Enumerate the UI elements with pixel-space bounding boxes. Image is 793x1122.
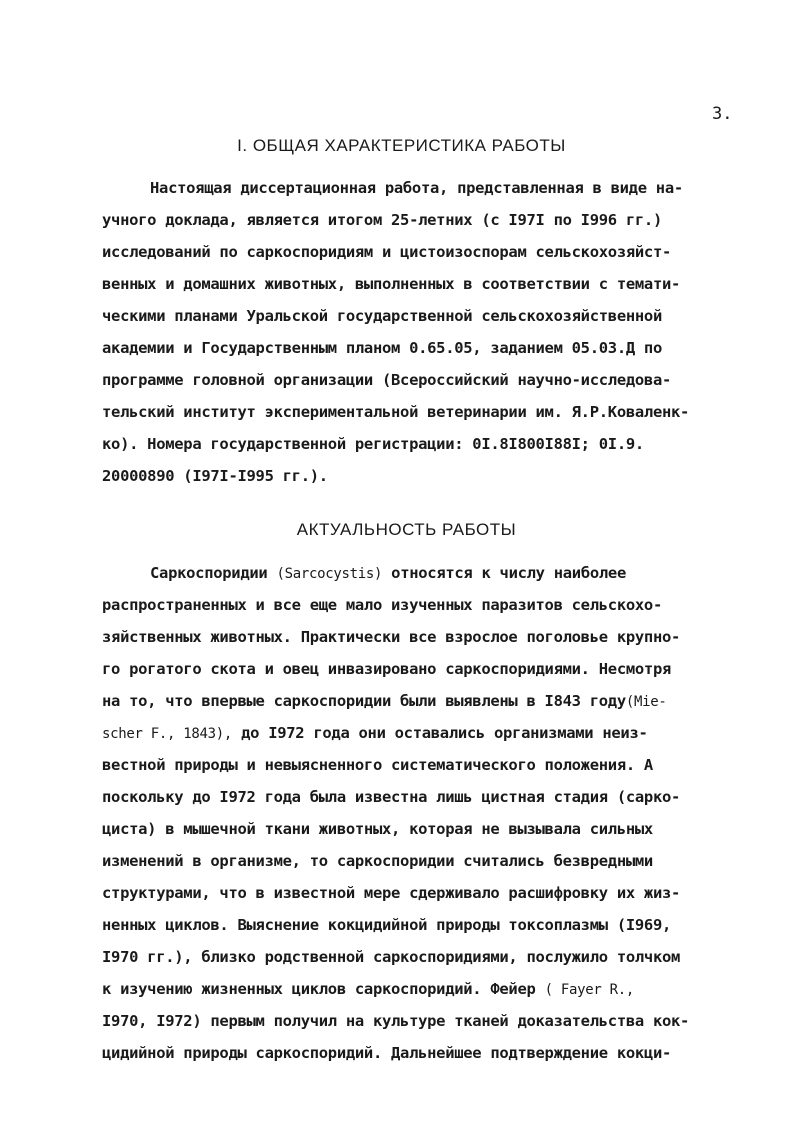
latin-term: (Sarcocystis)	[276, 566, 383, 582]
text-line: поскольку до I972 года была известна лишь цистная стадия (сарко-	[102, 788, 681, 806]
text-line	[150, 561, 738, 585]
text-line	[102, 689, 738, 713]
text-line: тельский институт экспериментальной ветеринарии им. Я.Р.Коваленк-	[102, 403, 690, 421]
text-line: I970 гг.), близко родственной саркоспоридиями, послужило толчком	[102, 948, 681, 966]
text-line: вестной природы и невыясненного систематического положения. А	[102, 756, 653, 774]
text-run: к изучению жизненных циклов саркоспоридий. Фейер	[102, 980, 545, 998]
text-run: Саркоспоридии	[150, 564, 277, 582]
text-line: 20000890 (I97I-I995 гг.).	[102, 467, 328, 485]
text-line: академии и Государственным планом 0.65.05, заданием 05.03.Д по	[102, 339, 662, 357]
text-line: зяйственных животных. Практически все взрослое поголовье крупно-	[102, 628, 681, 646]
text-line: изменений в организме, то саркоспоридии считались безвредными	[102, 852, 653, 870]
text-line: ненных циклов. Выяснение кокцидийной природы токсоплазмы (I969,	[102, 916, 672, 934]
text-line: циста) в мышечной ткани животных, которая не вызывала сильных	[102, 820, 653, 838]
section-heading-general: I. ОБЩАЯ ХАРАКТЕРИСТИКА РАБОТЫ	[237, 136, 566, 155]
text-line: структурами, что в известной мере сдерживало расшифровку их жиз-	[102, 884, 681, 902]
latin-term: ( Fayer R.,	[544, 982, 634, 998]
text-line: программе головной организации (Всероссийский научно-исследова-	[102, 371, 672, 389]
text-line: учного доклада, является итогом 25-летних (с I97I по I996 гг.)	[102, 211, 662, 229]
latin-term: scher F., 1843),	[102, 726, 233, 742]
page-number: 3.	[712, 104, 733, 124]
text-run: относятся к числу наиболее	[382, 564, 626, 582]
text-line	[102, 977, 738, 1001]
text-line: венных и домашних животных, выполненных в соответствии с темати-	[102, 275, 681, 293]
text-line: Настоящая диссертационная работа, представленная в виде на-	[150, 179, 683, 197]
text-line: I970, I972) первым получил на культуре тканей доказательства кок-	[102, 1012, 690, 1030]
section-heading-relevance: АКТУАЛЬНОСТЬ РАБОТЫ	[296, 520, 517, 539]
text-line: распространенных и все еще мало изученных паразитов сельскохо-	[102, 596, 662, 614]
text-line: ко). Номера государственной регистрации: 0I.8I800I88I; 0I.9.	[102, 435, 644, 453]
text-line: цидийной природы саркоспоридий. Дальнейшее подтверждение кокци-	[102, 1044, 672, 1062]
text-line: ческими планами Уральской государственной сельскохозяйственной	[102, 307, 662, 325]
text-run: на то, что впервые саркоспоридии были выявлены в I843 году	[102, 692, 626, 710]
text-line: исследований по саркоспоридиям и цистоизоспорам сельскохозяйст-	[102, 243, 672, 261]
text-run: до I972 года они оставались организмами неиз-	[232, 724, 648, 742]
text-line: го рогатого скота и овец инвазировано саркоспоридиями. Несмотря	[102, 660, 672, 678]
latin-term: (Mie-	[625, 694, 667, 710]
text-line	[102, 721, 738, 745]
